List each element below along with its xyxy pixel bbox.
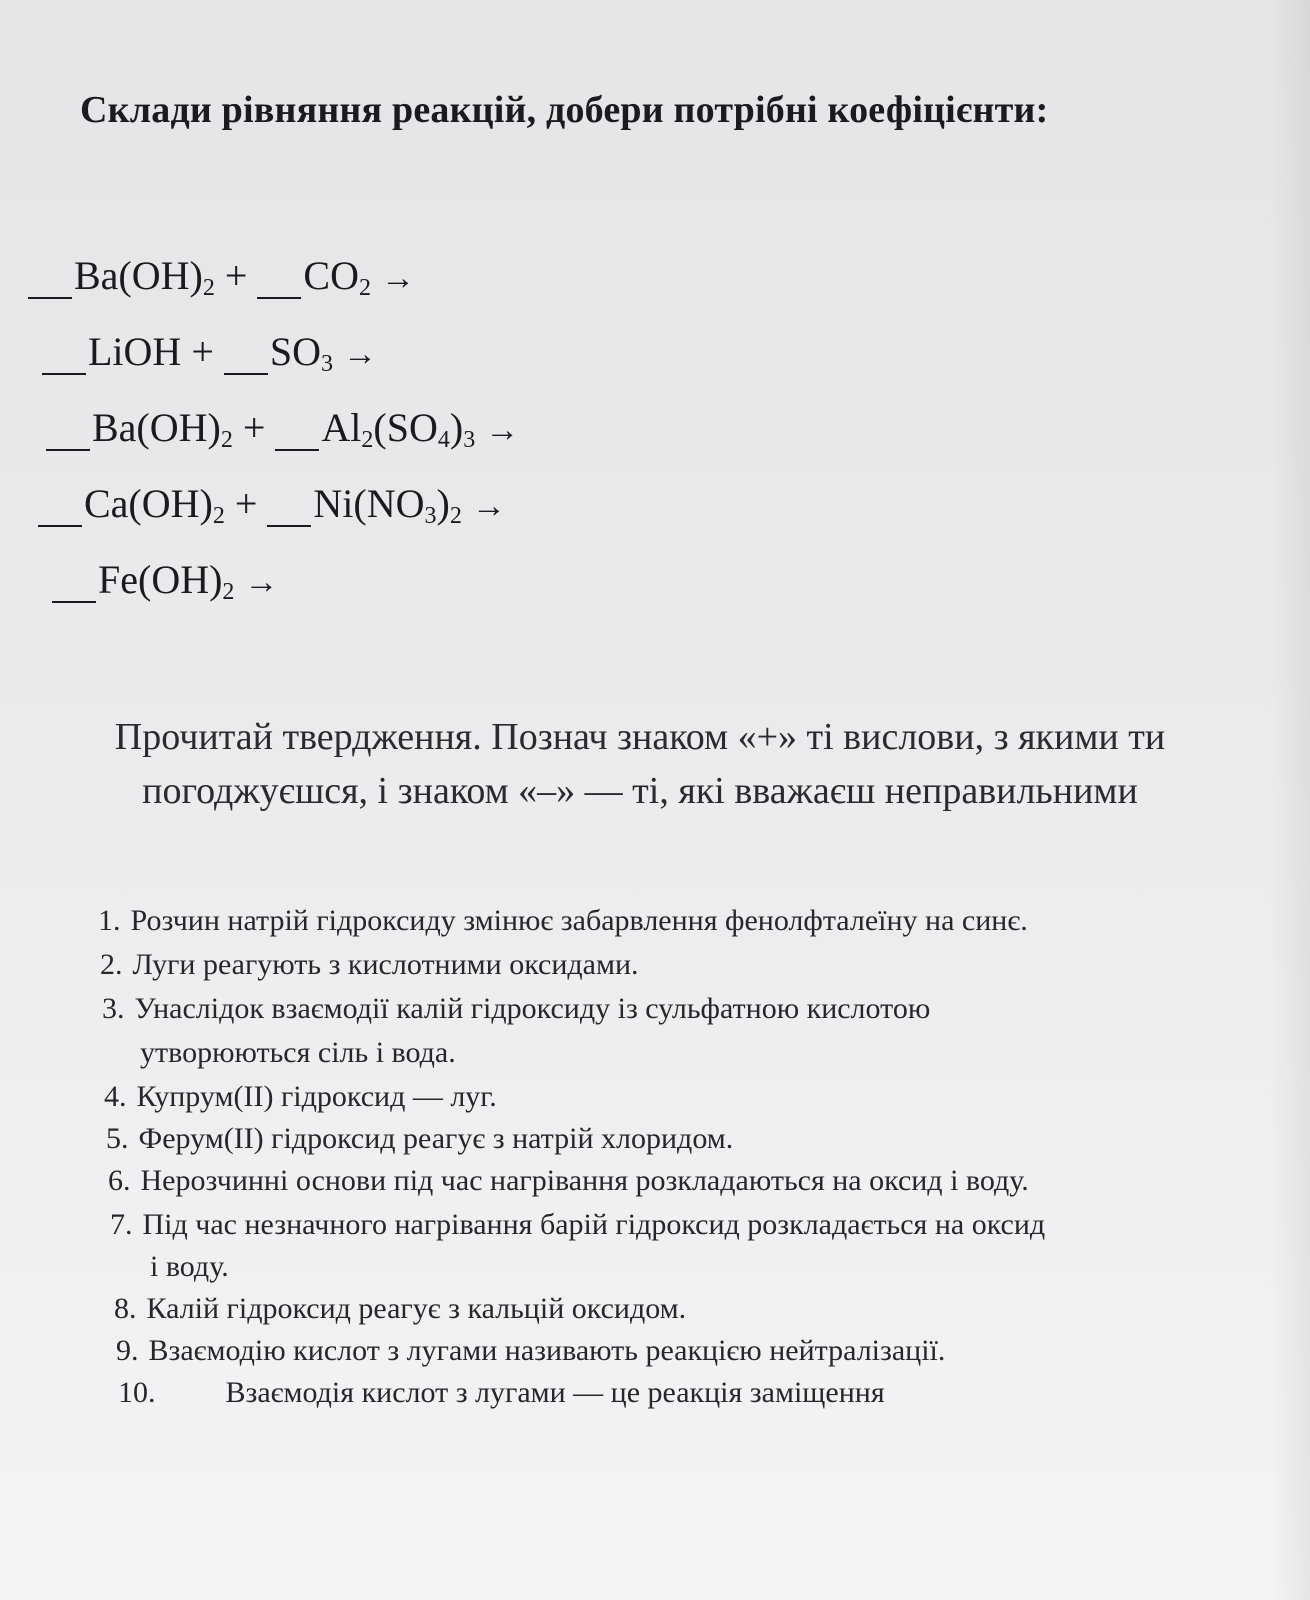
coefficient-blank [267, 523, 311, 527]
coefficient-blank [224, 371, 268, 375]
equation-5 [52, 556, 278, 606]
plus-sign: + [242, 405, 266, 450]
equation-1 [28, 252, 415, 302]
coefficient-blank [257, 295, 301, 299]
list-item: 5. Ферум(ІІ) гідроксид реагує з натрій хлоридом. [106, 1122, 734, 1155]
reaction-arrow: → [381, 260, 415, 297]
coefficient-blank [275, 447, 319, 451]
equation-2 [42, 328, 377, 378]
list-item: 6. Нерозчинні основи під час нагрівання розкладаються на оксид і воду. [108, 1164, 1029, 1197]
equation-4 [38, 480, 506, 530]
coefficient-blank [38, 523, 82, 527]
list-item: 10. Взаємодія кислот з лугами — це реакція заміщення [118, 1376, 885, 1409]
page-title: Склади рівняння реакцій, добери потрібні коефіцієнти: [80, 89, 1049, 131]
list-item: 3. Унаслідок взаємодії калій гідроксиду із сульфатною кислотою [102, 992, 931, 1025]
section-heading: Прочитай твердження. Познач знаком «+» ті вислови, з якими ти погоджуєшся, і знаком «–» — ті, які вважаєш неправильними [114, 716, 1166, 812]
list-item: 7. Під час незначного нагрівання барій гідроксид розкладається на оксид [110, 1208, 1046, 1241]
reactant-2: $SO_3$ [269, 329, 334, 377]
list-item-continuation: і воду. [150, 1250, 229, 1283]
plus-sign: + [191, 329, 214, 374]
reaction-arrow: → [343, 336, 378, 373]
reactant-1: $Ba(OH)_2$ [92, 405, 233, 453]
coefficient-blank [28, 295, 72, 299]
coefficient-blank [42, 371, 86, 375]
list-item: 2. Луги реагують з кислотними оксидами. [100, 948, 639, 981]
reaction-arrow: → [244, 564, 279, 601]
page-edge-shadow [1270, 0, 1310, 1600]
reactant-1: $Ba(OH)_2$ [74, 253, 215, 301]
reactant-1: $Fe(OH)_2$ [98, 557, 235, 605]
plus-sign: + [224, 253, 248, 298]
list-item: 8. Калій гідроксид реагує з кальцій оксидом. [114, 1292, 687, 1325]
equation-3 [46, 404, 519, 454]
list-item: 4. Купрум(ІІ) гідроксид — луг. [104, 1080, 497, 1113]
reactant-1: LiOH [88, 329, 182, 374]
reactant-2: $CO_2$ [303, 253, 371, 301]
list-item: 1. Розчин натрій гідроксиду змінює забарвлення фенолфталеїну на синє. [98, 904, 1028, 937]
list-item-continuation: утворюються сіль і вода. [140, 1036, 456, 1069]
coefficient-blank [46, 447, 90, 451]
reactant-2: $Ni(NO_3)_2$ [313, 481, 462, 529]
reactant-2: $Al_2(SO_4)_3$ [321, 405, 476, 453]
reaction-arrow: → [485, 412, 520, 449]
plus-sign: + [234, 481, 258, 526]
coefficient-blank [52, 599, 96, 603]
reactant-1: $Ca(OH)_2$ [84, 481, 225, 529]
list-item: 9. Взаємодію кислот з лугами називають реакцією нейтралізації. [116, 1334, 946, 1367]
reaction-arrow: → [471, 488, 506, 525]
